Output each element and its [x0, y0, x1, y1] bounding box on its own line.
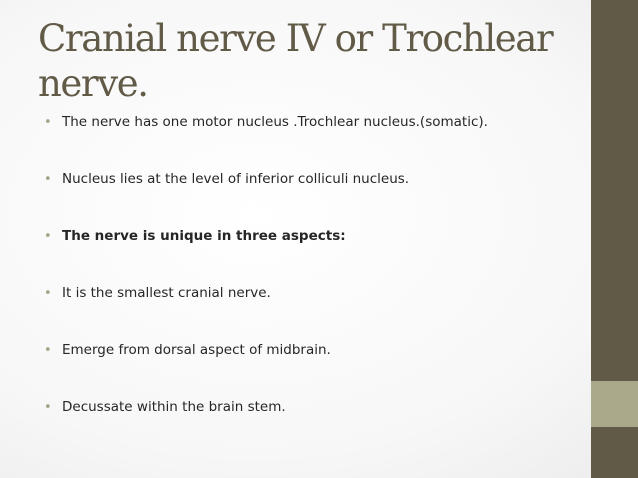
bullet-item [44, 113, 584, 132]
slide-title: Cranial nerve IV or Trochlear nerve. [38, 17, 553, 105]
bullet-list [44, 113, 584, 455]
bullet-item [44, 227, 584, 246]
bullet-item [44, 398, 584, 417]
bullet-text: It is the smallest cranial nerve. [62, 285, 271, 301]
bullet-marker: • [44, 400, 52, 415]
bullet-text: Emerge from dorsal aspect of midbrain. [62, 342, 331, 358]
bullet-marker: • [44, 172, 52, 187]
bullet-text: Decussate within the brain stem. [62, 399, 286, 415]
bullet-marker: • [44, 229, 52, 244]
bullet-text: The nerve is unique in three aspects: [62, 228, 346, 244]
bullet-text: The nerve has one motor nucleus .Trochlear nucleus.(somatic). [62, 114, 488, 130]
bullet-item [44, 341, 584, 360]
bullet-text: Nucleus lies at the level of inferior colliculi nucleus. [62, 171, 410, 187]
bullet-marker: • [44, 343, 52, 358]
bullet-marker: • [44, 115, 52, 130]
bullet-item [44, 284, 584, 303]
bullet-marker: • [44, 286, 52, 301]
side-accent-block [591, 381, 638, 427]
bullet-item [44, 170, 584, 189]
